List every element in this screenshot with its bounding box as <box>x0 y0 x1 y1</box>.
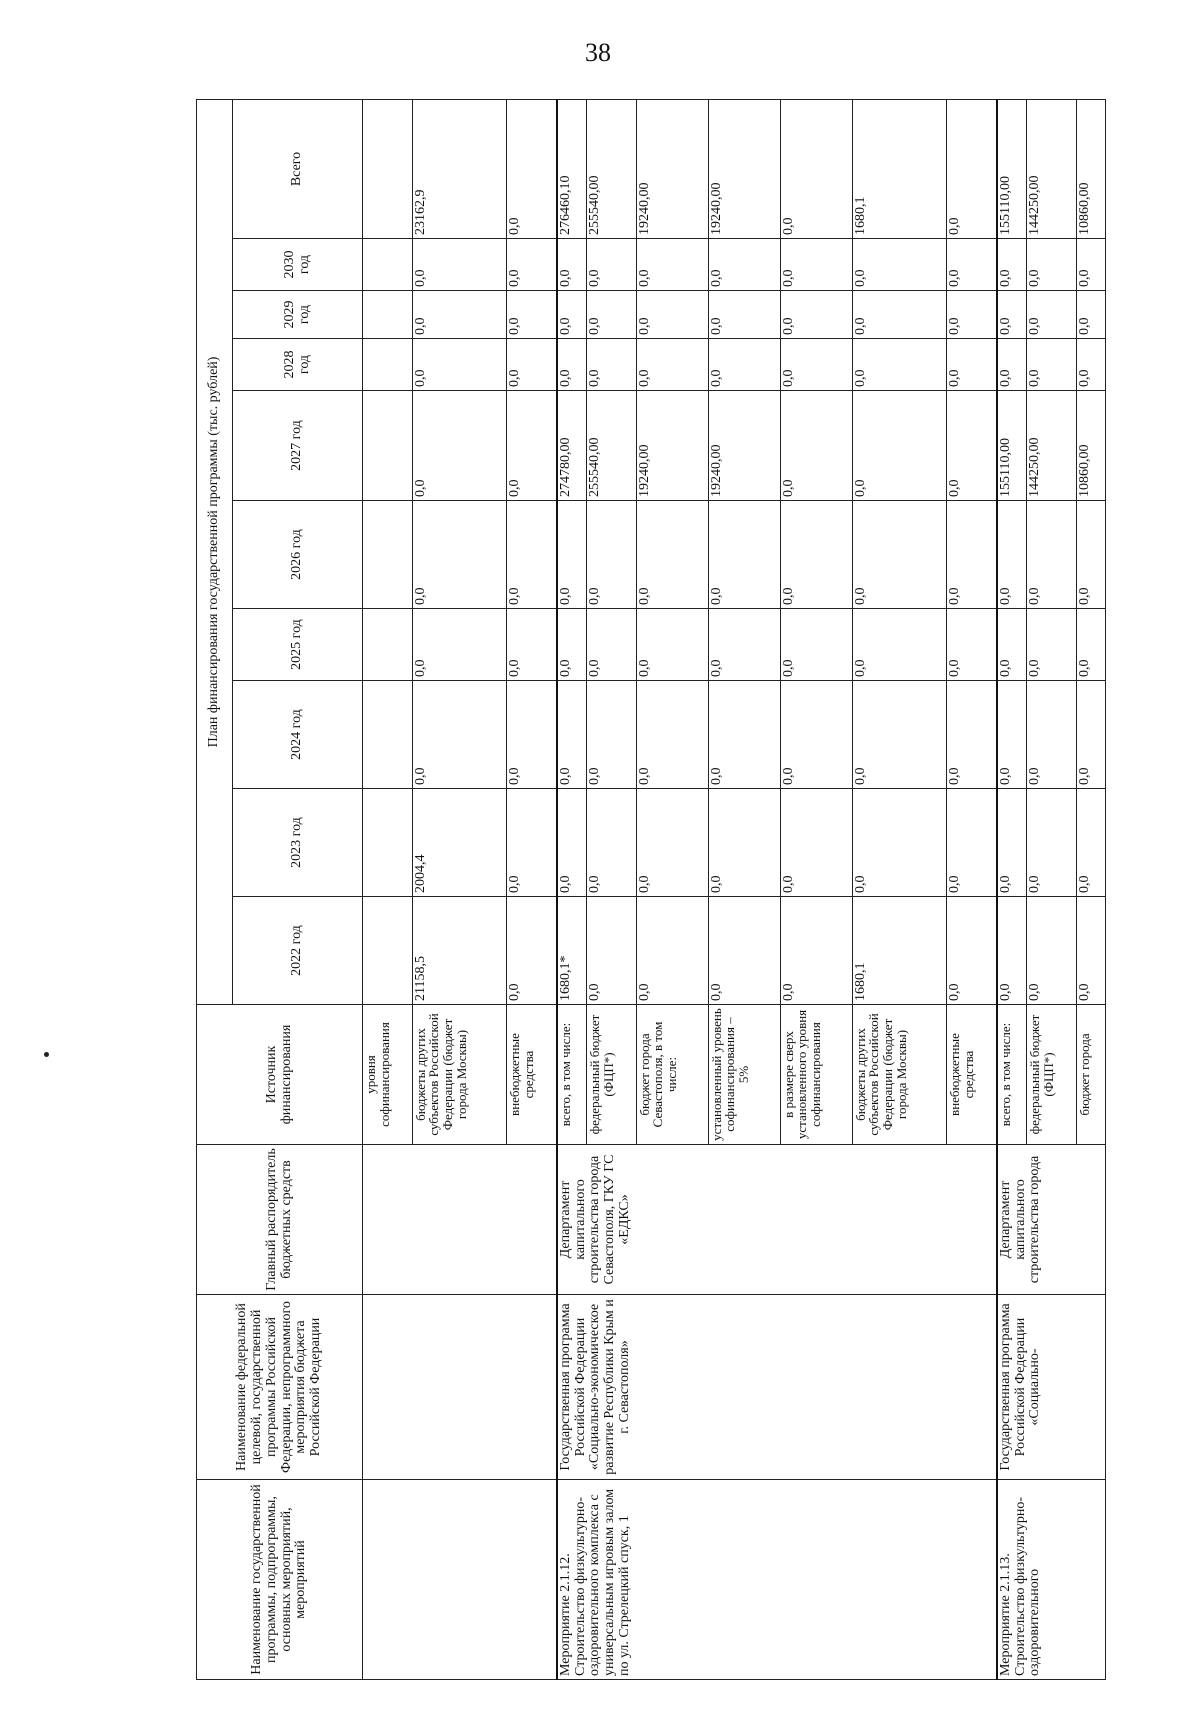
m2112-4-value-6: 0,0 <box>780 339 852 391</box>
m2113-2-value-6: 0,0 <box>1076 339 1105 391</box>
cont2-value-2: 0,0 <box>506 681 556 789</box>
m2113-1-value-9: 144250,00 <box>1027 99 1077 238</box>
m2113-2-value-1: 0,0 <box>1076 789 1105 897</box>
financing-table <box>196 99 1106 1680</box>
m2112-3-value-6: 0,0 <box>708 339 780 391</box>
cont2-value-6: 0,0 <box>506 339 556 391</box>
m2112-5-value-7: 0,0 <box>852 291 946 339</box>
m2112-3-value-8: 0,0 <box>708 239 780 291</box>
cont2-value-4: 0,0 <box>506 501 556 609</box>
m2112-1-value-7: 0,0 <box>587 291 637 339</box>
header-manager: Главный распорядитель бюджетных средств <box>197 1145 363 1295</box>
m2112-0-value-5: 274780,00 <box>557 391 587 501</box>
cont1-value-9: 23162,9 <box>412 99 506 238</box>
rotated-table-container <box>196 100 1106 1680</box>
m2113-0-value-9: 155110,00 <box>997 99 1027 238</box>
year-header-9: Всего <box>233 99 363 238</box>
source-cell: всего, в том числе: <box>997 1005 1027 1145</box>
m2112-6-value-4: 0,0 <box>947 501 997 609</box>
year-header-6: 2028 год <box>233 339 363 391</box>
year-header-8: 2030 год <box>233 239 363 291</box>
cont0-value-1 <box>363 789 413 897</box>
m2113-0-value-3: 0,0 <box>997 609 1027 681</box>
m2113-1-value-0: 0,0 <box>1027 897 1077 1005</box>
source-cell: уровня софинансирования <box>363 1005 413 1145</box>
scan-dot <box>44 1052 49 1057</box>
m2113-2-value-5: 10860,00 <box>1076 391 1105 501</box>
table-row <box>363 99 413 1679</box>
m2112-2-value-8: 0,0 <box>636 239 708 291</box>
cont1-value-5: 0,0 <box>412 391 506 501</box>
source-cell: установленный уровень софинансирования – 5% <box>708 1005 780 1145</box>
m2112-1-value-6: 0,0 <box>587 339 637 391</box>
m2112-6-value-2: 0,0 <box>947 681 997 789</box>
header-federal: Наименование федеральной целевой, государственной программы Российской Федерации, непрограммного мероприятия бюджета Российской Федерации <box>197 1295 363 1480</box>
m2112-6-value-7: 0,0 <box>947 291 997 339</box>
m2112-1-value-3: 0,0 <box>587 609 637 681</box>
m2112-6-value-8: 0,0 <box>947 239 997 291</box>
m2112-2-value-6: 0,0 <box>636 339 708 391</box>
m2112-6-value-9: 0,0 <box>947 99 997 238</box>
m2112-2-value-3: 0,0 <box>636 609 708 681</box>
m2112-2-value-5: 19240,00 <box>636 391 708 501</box>
m2112-manager: Департамент капитального строительства города Севастополя, ГКУ ГС «ЕДКС» <box>557 1145 997 1295</box>
m2112-4-value-8: 0,0 <box>780 239 852 291</box>
m2112-0-value-3: 0,0 <box>557 609 587 681</box>
m2112-6-value-6: 0,0 <box>947 339 997 391</box>
year-header-5: 2027 год <box>233 391 363 501</box>
table-row <box>997 99 1027 1679</box>
m2112-5-value-1: 0,0 <box>852 789 946 897</box>
m2112-5-value-3: 0,0 <box>852 609 946 681</box>
cont0-value-2 <box>363 681 413 789</box>
cont0-value-8 <box>363 239 413 291</box>
m2112-federal: Государственная программа Российской Федерации «Социально-экономическое развитие Республики Крым и г. Севастополя» <box>557 1295 997 1480</box>
m2112-3-value-7: 0,0 <box>708 291 780 339</box>
m2113-0-value-2: 0,0 <box>997 681 1027 789</box>
m2112-2-value-7: 0,0 <box>636 291 708 339</box>
m2113-2-value-3: 0,0 <box>1076 609 1105 681</box>
m2112-name: Мероприятие 2.1.12. Строительство физкультурно-оздоровительного комплекса с универсальным игровым залом по ул. Стрелецкий спуск, 1 <box>557 1480 997 1680</box>
cont0-value-3 <box>363 609 413 681</box>
cont1-value-8: 0,0 <box>412 239 506 291</box>
m2112-4-value-7: 0,0 <box>780 291 852 339</box>
m2112-6-value-3: 0,0 <box>947 609 997 681</box>
cont2-value-3: 0,0 <box>506 609 556 681</box>
source-cell: всего, в том числе: <box>557 1005 587 1145</box>
m2113-2-value-7: 0,0 <box>1076 291 1105 339</box>
m2113-0-value-7: 0,0 <box>997 291 1027 339</box>
m2112-4-value-3: 0,0 <box>780 609 852 681</box>
cont1-value-6: 0,0 <box>412 339 506 391</box>
m2112-5-value-5: 0,0 <box>852 391 946 501</box>
m2112-1-value-2: 0,0 <box>587 681 637 789</box>
m2112-4-value-0: 0,0 <box>780 897 852 1005</box>
m2113-1-value-6: 0,0 <box>1027 339 1077 391</box>
year-header-0: 2022 год <box>233 897 363 1005</box>
cont2-value-5: 0,0 <box>506 391 556 501</box>
source-cell: в размере сверх установленного уровня софинансирования <box>780 1005 852 1145</box>
m2112-3-value-2: 0,0 <box>708 681 780 789</box>
m2112-6-value-0: 0,0 <box>947 897 997 1005</box>
source-cell: бюджет города Севастополя, в том числе: <box>636 1005 708 1145</box>
cont0-value-0 <box>363 897 413 1005</box>
year-header-1: 2023 год <box>233 789 363 897</box>
m2112-1-value-1: 0,0 <box>587 789 637 897</box>
m2113-0-value-6: 0,0 <box>997 339 1027 391</box>
m2112-2-value-9: 19240,00 <box>636 99 708 238</box>
cont2-value-0: 0,0 <box>506 897 556 1005</box>
m2112-4-value-4: 0,0 <box>780 501 852 609</box>
cont1-value-4: 0,0 <box>412 501 506 609</box>
m2112-1-value-0: 0,0 <box>587 897 637 1005</box>
m2113-1-value-8: 0,0 <box>1027 239 1077 291</box>
cont1-value-3: 0,0 <box>412 609 506 681</box>
m2112-3-value-0: 0,0 <box>708 897 780 1005</box>
m2113-1-value-4: 0,0 <box>1027 501 1077 609</box>
table-row <box>557 99 587 1679</box>
cont-federal <box>363 1295 557 1480</box>
m2112-6-value-1: 0,0 <box>947 789 997 897</box>
m2112-0-value-4: 0,0 <box>557 501 587 609</box>
year-header-7: 2029 год <box>233 291 363 339</box>
m2112-0-value-7: 0,0 <box>557 291 587 339</box>
header-source: Источник финансирования <box>197 1005 363 1145</box>
source-cell: федеральный бюджет (ФЦП*) <box>1027 1005 1077 1145</box>
m2112-3-value-5: 19240,00 <box>708 391 780 501</box>
m2112-0-value-0: 1680,1* <box>557 897 587 1005</box>
m2113-0-value-1: 0,0 <box>997 789 1027 897</box>
cont0-value-4 <box>363 501 413 609</box>
m2112-4-value-2: 0,0 <box>780 681 852 789</box>
m2112-0-value-8: 0,0 <box>557 239 587 291</box>
year-header-3: 2025 год <box>233 609 363 681</box>
m2112-3-value-3: 0,0 <box>708 609 780 681</box>
m2112-1-value-8: 0,0 <box>587 239 637 291</box>
m2112-0-value-9: 276460,10 <box>557 99 587 238</box>
header-name: Наименование государственной программы, подпрограммы, основных мероприятий, мероприятий <box>197 1480 363 1680</box>
m2112-6-value-5: 0,0 <box>947 391 997 501</box>
year-header-2: 2024 год <box>233 681 363 789</box>
m2112-5-value-8: 0,0 <box>852 239 946 291</box>
source-cell: бюджет города <box>1076 1005 1105 1145</box>
m2113-1-value-3: 0,0 <box>1027 609 1077 681</box>
m2113-0-value-8: 0,0 <box>997 239 1027 291</box>
m2112-5-value-0: 1680,1 <box>852 897 946 1005</box>
m2113-2-value-8: 0,0 <box>1076 239 1105 291</box>
m2112-1-value-9: 255540,00 <box>587 99 637 238</box>
m2113-2-value-2: 0,0 <box>1076 681 1105 789</box>
m2112-3-value-4: 0,0 <box>708 501 780 609</box>
m2112-2-value-4: 0,0 <box>636 501 708 609</box>
m2113-2-value-4: 0,0 <box>1076 501 1105 609</box>
m2112-1-value-4: 0,0 <box>587 501 637 609</box>
m2113-1-value-2: 0,0 <box>1027 681 1077 789</box>
m2112-0-value-1: 0,0 <box>557 789 587 897</box>
m2112-5-value-2: 0,0 <box>852 681 946 789</box>
m2112-2-value-2: 0,0 <box>636 681 708 789</box>
cont1-value-0: 21158,5 <box>412 897 506 1005</box>
header-plan: План финансирования государственной программы (тыс. рублей) <box>197 99 233 1004</box>
m2112-1-value-5: 255540,00 <box>587 391 637 501</box>
cont0-value-6 <box>363 339 413 391</box>
cont2-value-7: 0,0 <box>506 291 556 339</box>
cont-manager <box>363 1145 557 1295</box>
source-cell: федеральный бюджет (ФЦП*) <box>587 1005 637 1145</box>
source-cell: бюджеты других субъектов Российской Федерации (бюджет города Москвы) <box>852 1005 946 1145</box>
m2112-2-value-1: 0,0 <box>636 789 708 897</box>
m2112-0-value-6: 0,0 <box>557 339 587 391</box>
m2113-1-value-5: 144250,00 <box>1027 391 1077 501</box>
m2113-manager: Департамент капитального строительства города <box>997 1145 1106 1295</box>
cont0-value-9 <box>363 99 413 238</box>
m2112-5-value-9: 1680,1 <box>852 99 946 238</box>
cont1-value-1: 2004,4 <box>412 789 506 897</box>
m2113-1-value-7: 0,0 <box>1027 291 1077 339</box>
page-number: 38 <box>585 38 611 67</box>
cont0-value-7 <box>363 291 413 339</box>
m2112-4-value-1: 0,0 <box>780 789 852 897</box>
cont2-value-9: 0,0 <box>506 99 556 238</box>
source-cell: внебюджетные средства <box>506 1005 556 1145</box>
source-cell: внебюджетные средства <box>947 1005 997 1145</box>
m2112-5-value-4: 0,0 <box>852 501 946 609</box>
m2113-0-value-5: 155110,00 <box>997 391 1027 501</box>
year-header-4: 2026 год <box>233 501 363 609</box>
m2112-4-value-9: 0,0 <box>780 99 852 238</box>
cont-name <box>363 1480 557 1680</box>
m2112-0-value-2: 0,0 <box>557 681 587 789</box>
m2113-0-value-0: 0,0 <box>997 897 1027 1005</box>
m2112-3-value-9: 19240,00 <box>708 99 780 238</box>
cont2-value-8: 0,0 <box>506 239 556 291</box>
cont1-value-7: 0,0 <box>412 291 506 339</box>
m2112-3-value-1: 0,0 <box>708 789 780 897</box>
m2113-1-value-1: 0,0 <box>1027 789 1077 897</box>
m2112-5-value-6: 0,0 <box>852 339 946 391</box>
m2113-2-value-9: 10860,00 <box>1076 99 1105 238</box>
m2112-2-value-0: 0,0 <box>636 897 708 1005</box>
m2113-2-value-0: 0,0 <box>1076 897 1105 1005</box>
m2113-name: Мероприятие 2.1.13. Строительство физкультурно-оздоровительного <box>997 1480 1106 1680</box>
cont2-value-1: 0,0 <box>506 789 556 897</box>
source-cell: бюджеты других субъектов Российской Федерации (бюджет города Москвы) <box>412 1005 506 1145</box>
cont0-value-5 <box>363 391 413 501</box>
cont1-value-2: 0,0 <box>412 681 506 789</box>
m2112-4-value-5: 0,0 <box>780 391 852 501</box>
m2113-federal: Государственная программа Российской Федерации «Социально- <box>997 1295 1106 1480</box>
m2113-0-value-4: 0,0 <box>997 501 1027 609</box>
